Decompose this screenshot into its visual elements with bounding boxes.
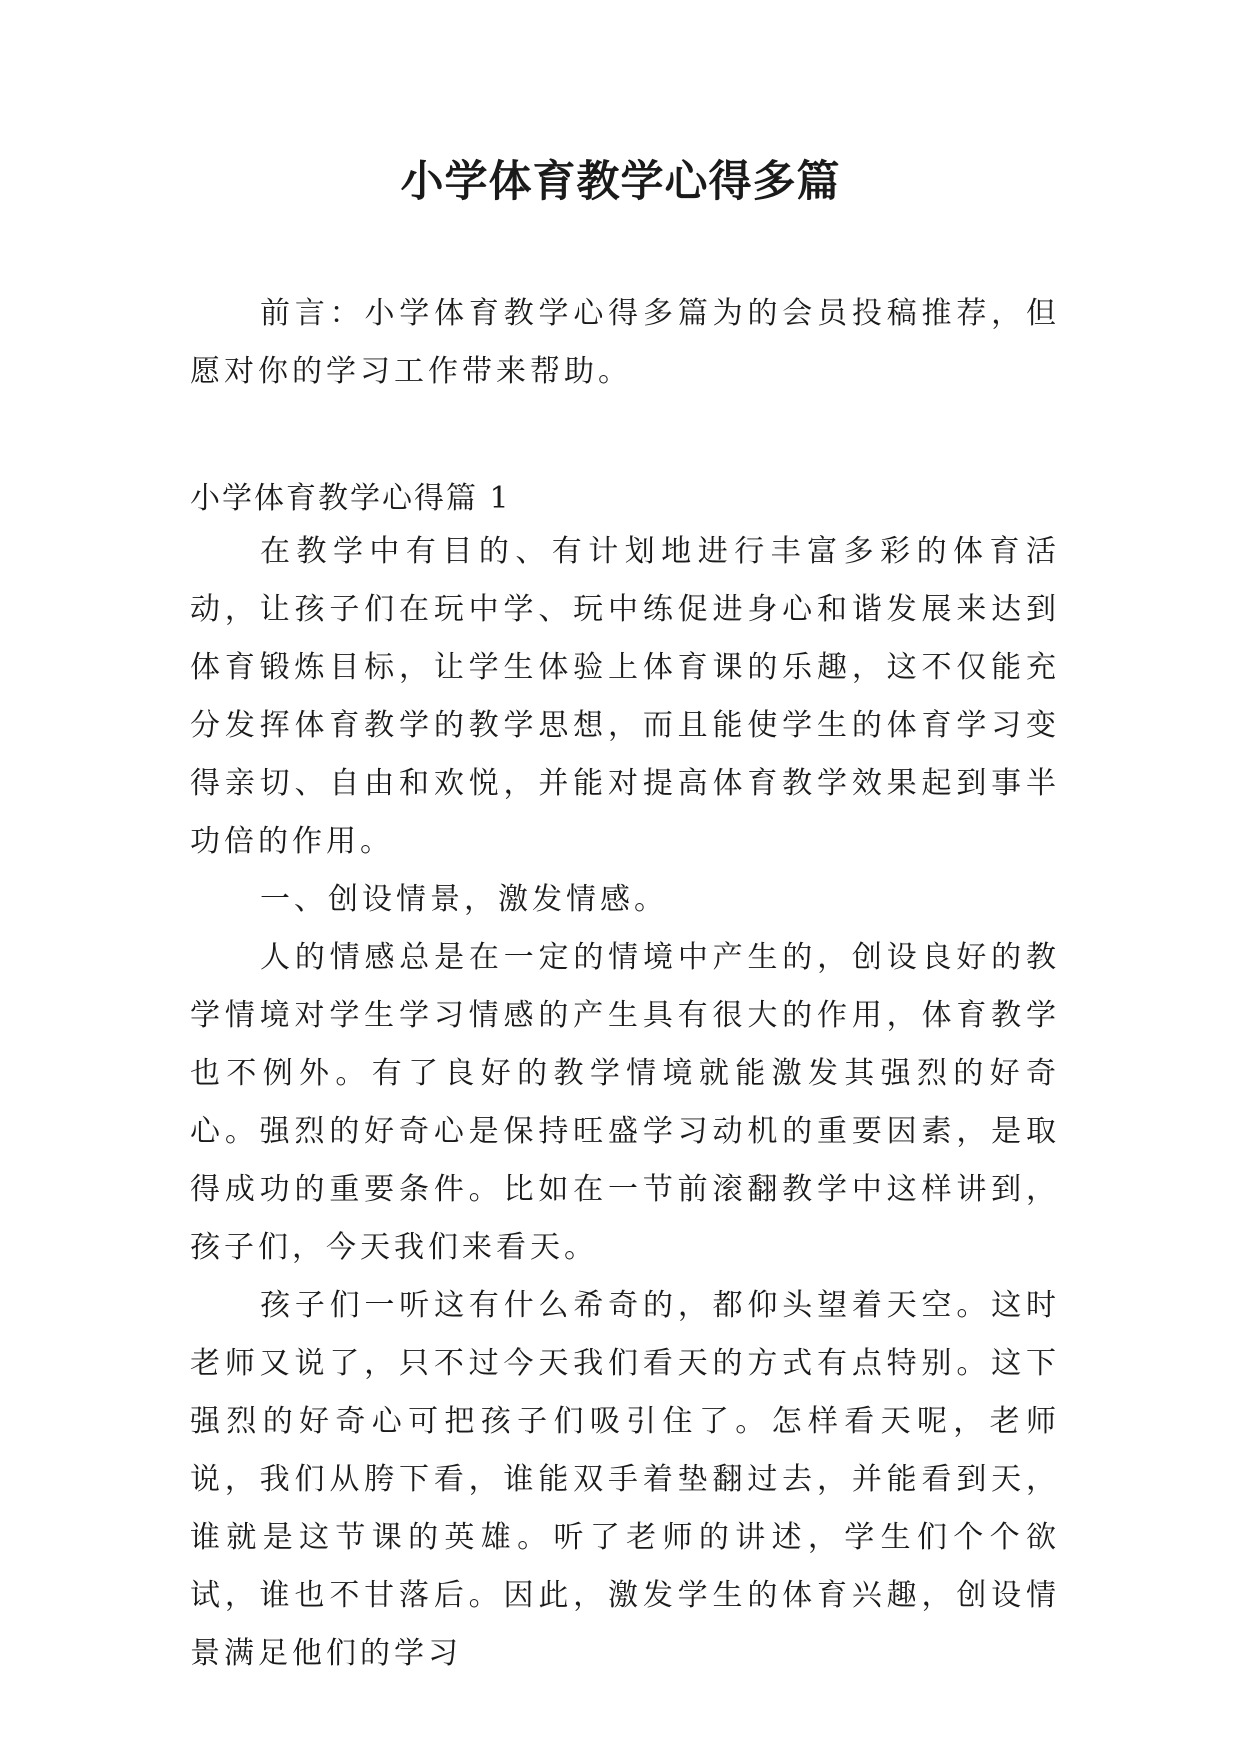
paragraph: 人的情感总是在一定的情境中产生的，创设良好的教学情境对学生学习情感的产生具有很大的作用，体育教学也不例外。有了良好的教学情境就能激发其强烈的好奇心。强烈的好奇心是保持旺盛学习动机的重要因素，是取得成功的重要条件。比如在一节前滚翻教学中这样讲到，孩子们，今天我们来看天。: [190, 940, 1060, 1265]
paragraph: 一、创设情景，激发情感。: [260, 882, 668, 917]
document-title: 小学体育教学心得多篇: [400, 157, 841, 207]
paragraph: 孩子们一听这有什么希奇的，都仰头望着天空。这时老师又说了，只不过今天我们看天的方式有点特别。这下强烈的好奇心可把孩子们吸引住了。怎样看天呢，老师说，我们从胯下看，谁能双手着垫翻过去，并能看到天，谁就是这节课的英雄。听了老师的讲述，学生们个个欲试，谁也不甘落后。因此，激发学生的体育兴趣，创设情景满足他们的学习: [190, 1288, 1060, 1671]
document-content: [190, 523, 1060, 1683]
section-heading: 小学体育教学心得篇 1: [190, 481, 511, 516]
paragraph: 在教学中有目的、有计划地进行丰富多彩的体育活动，让孩子们在玩中学、玩中练促进身心和谐发展来达到体育锻炼目标，让学生体验上体育课的乐趣，这不仅能充分发挥体育教学的教学思想，而且能使学生的体育学习变得亲切、自由和欢悦，并能对提高体育教学效果起到事半功倍的作用。: [190, 534, 1060, 859]
preface-paragraph: 前言：小学体育教学心得多篇为的会员投稿推荐，但愿对你的学习工作带来帮助。: [190, 296, 1060, 389]
